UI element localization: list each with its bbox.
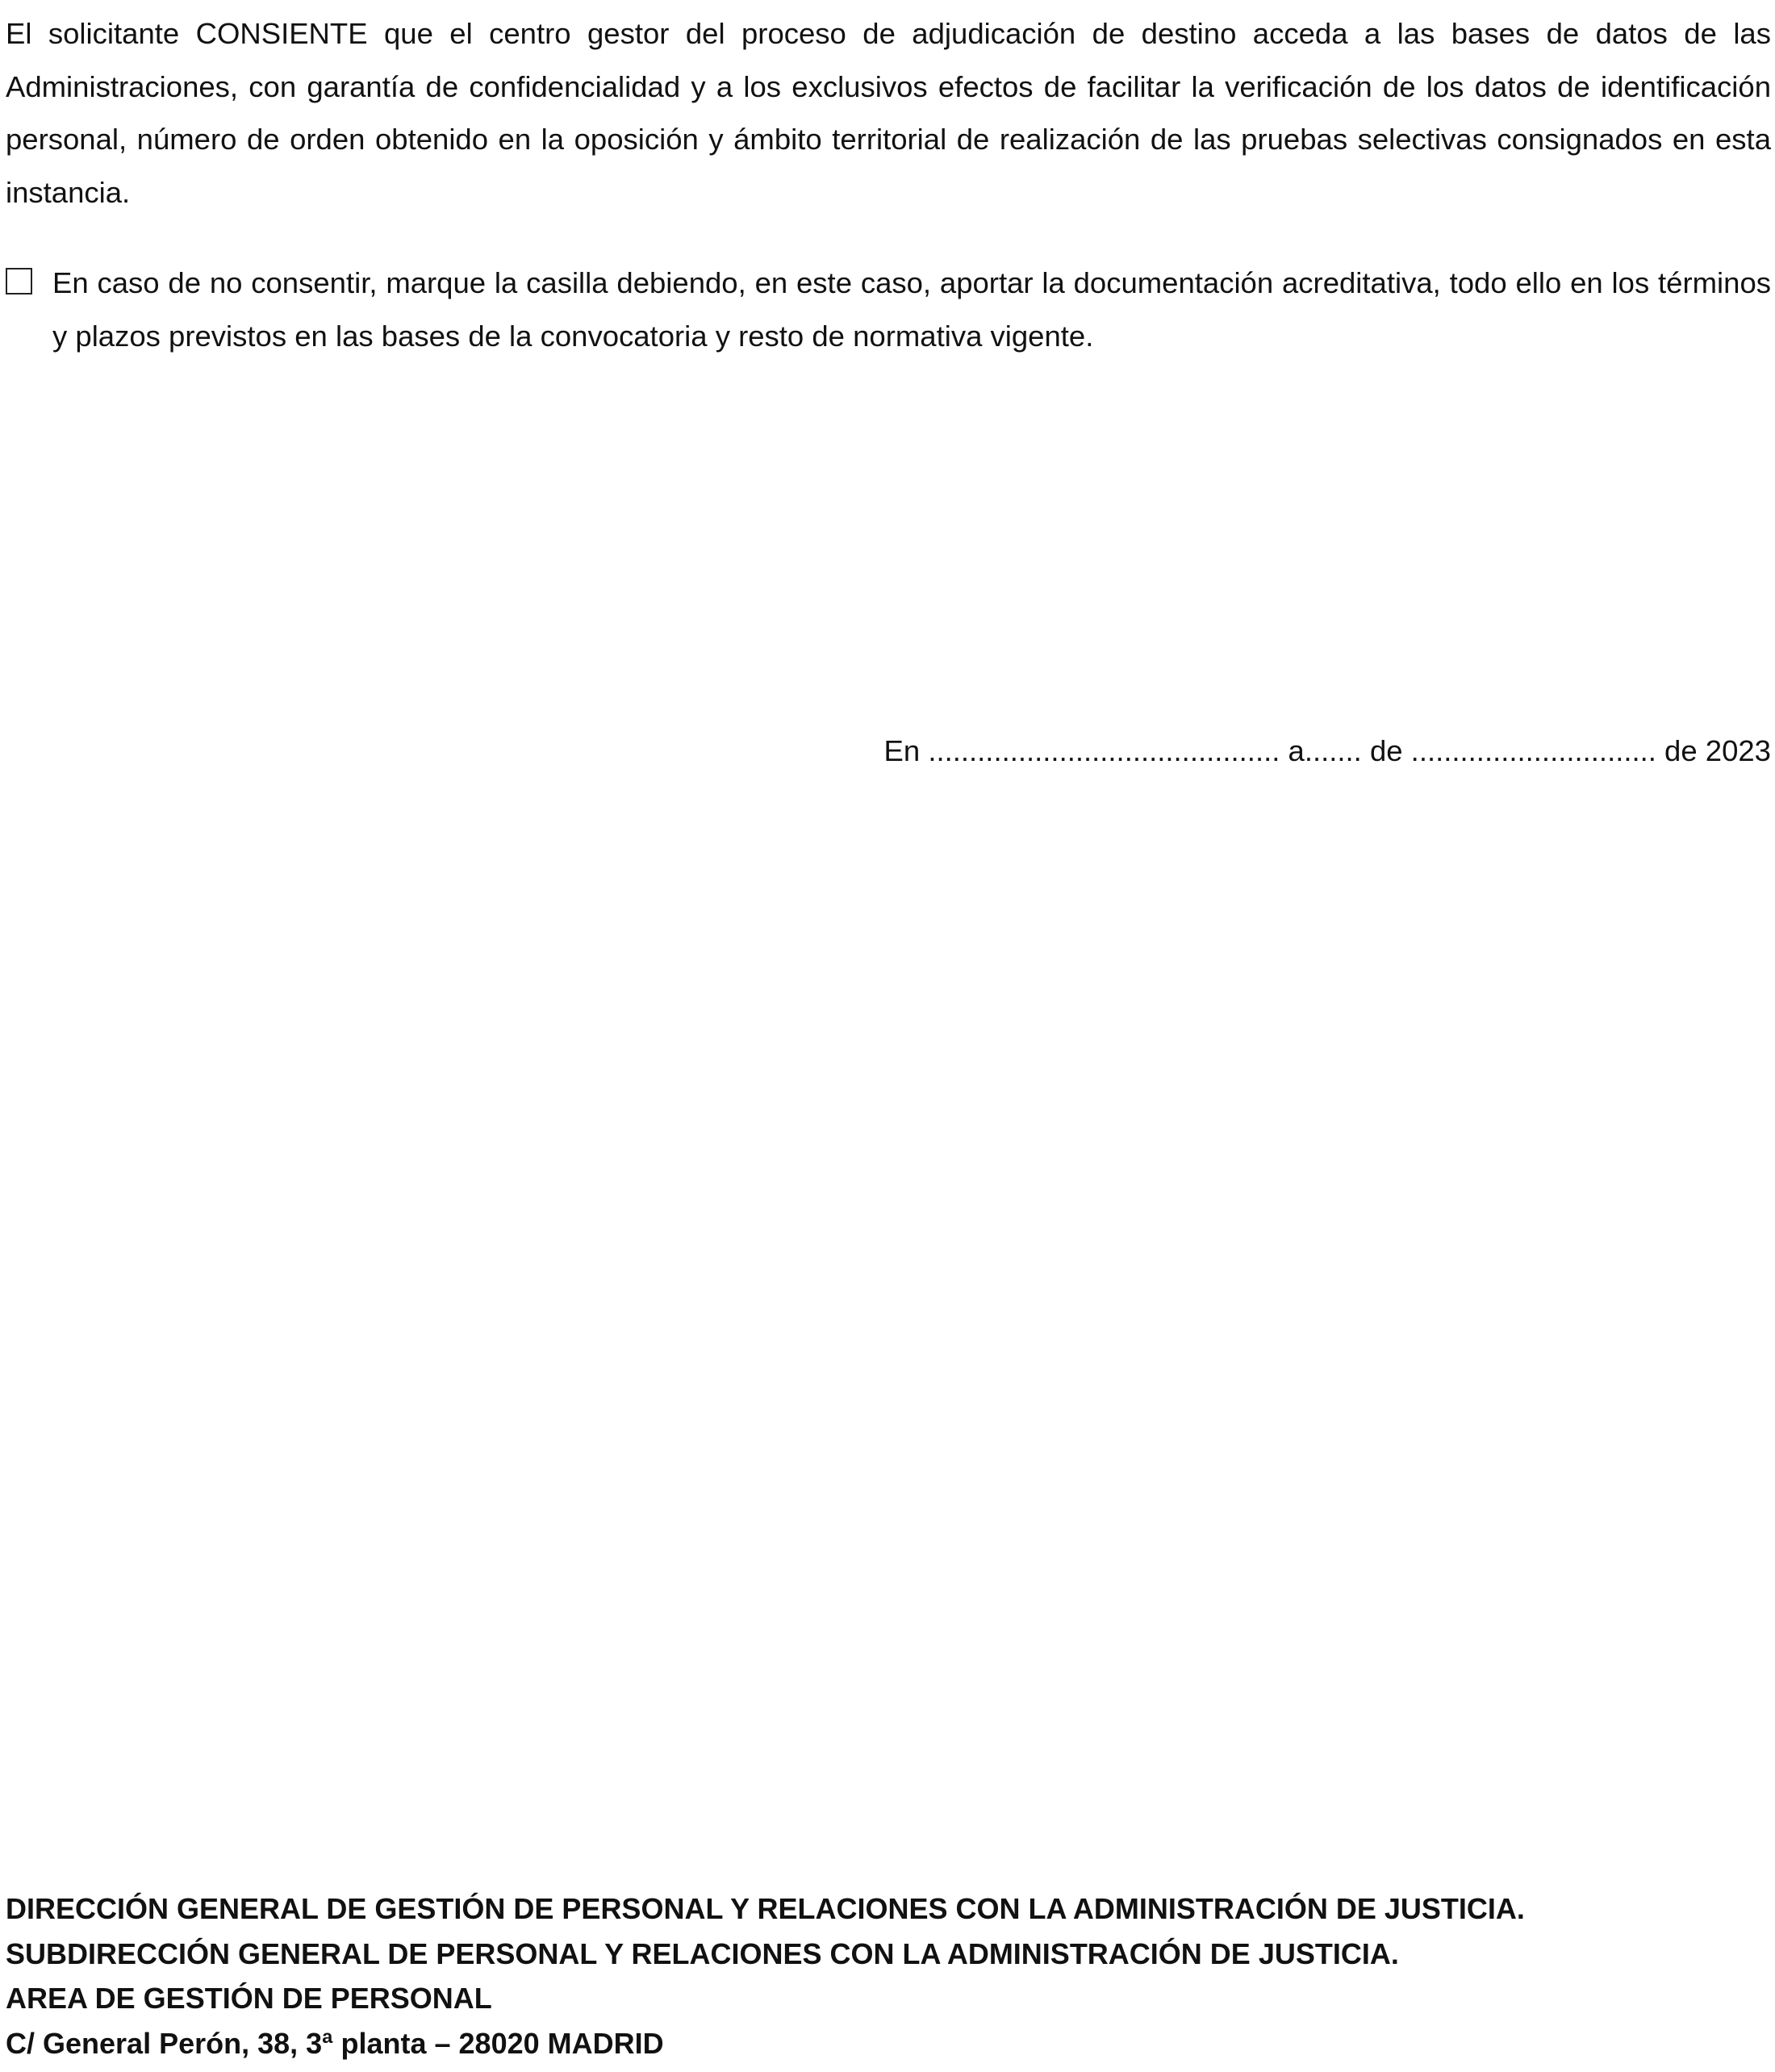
consent-paragraph: El solicitante CONSIENTE que el centro gestor del proceso de adjudicación de destino acceda a las bases de datos de las Administraciones, con garantía de confidencialidad y a los exclusivos efectos de facilitar la verificación de los datos de identificación personal, número de orden obtenido en la oposición y ámbito territorial de realización de las pruebas selectivas consignados en esta instancia. <box>6 17 1771 209</box>
no-consent-checkbox[interactable] <box>6 268 32 295</box>
place-date-line: En ........................................... a....... de .............................. de 2023 <box>883 734 1771 767</box>
footer-area: AREA DE GESTIÓN DE PERSONAL <box>6 1982 492 2015</box>
footer-direccion-general: DIRECCIÓN GENERAL DE GESTIÓN DE PERSONAL Y RELACIONES CON LA ADMINISTRACIÓN DE JUSTICIA. <box>6 1892 1525 1925</box>
footer-address <box>6 1886 1771 2066</box>
no-consent-label: En caso de no consentir, marque la casilla debiendo, en este caso, aportar la documentación acreditativa, todo ello en los términos y plazos previstos en las bases de la convocatoria y resto de normativa vigente. <box>52 266 1771 353</box>
footer-street-address: C/ General Perón, 38, 3ª planta – 28020 MADRID <box>6 2026 664 2060</box>
footer-subdireccion-general: SUBDIRECCIÓN GENERAL DE PERSONAL Y RELACIONES CON LA ADMINISTRACIÓN DE JUSTICIA. <box>6 1936 1399 1970</box>
no-consent-option <box>6 257 1771 362</box>
